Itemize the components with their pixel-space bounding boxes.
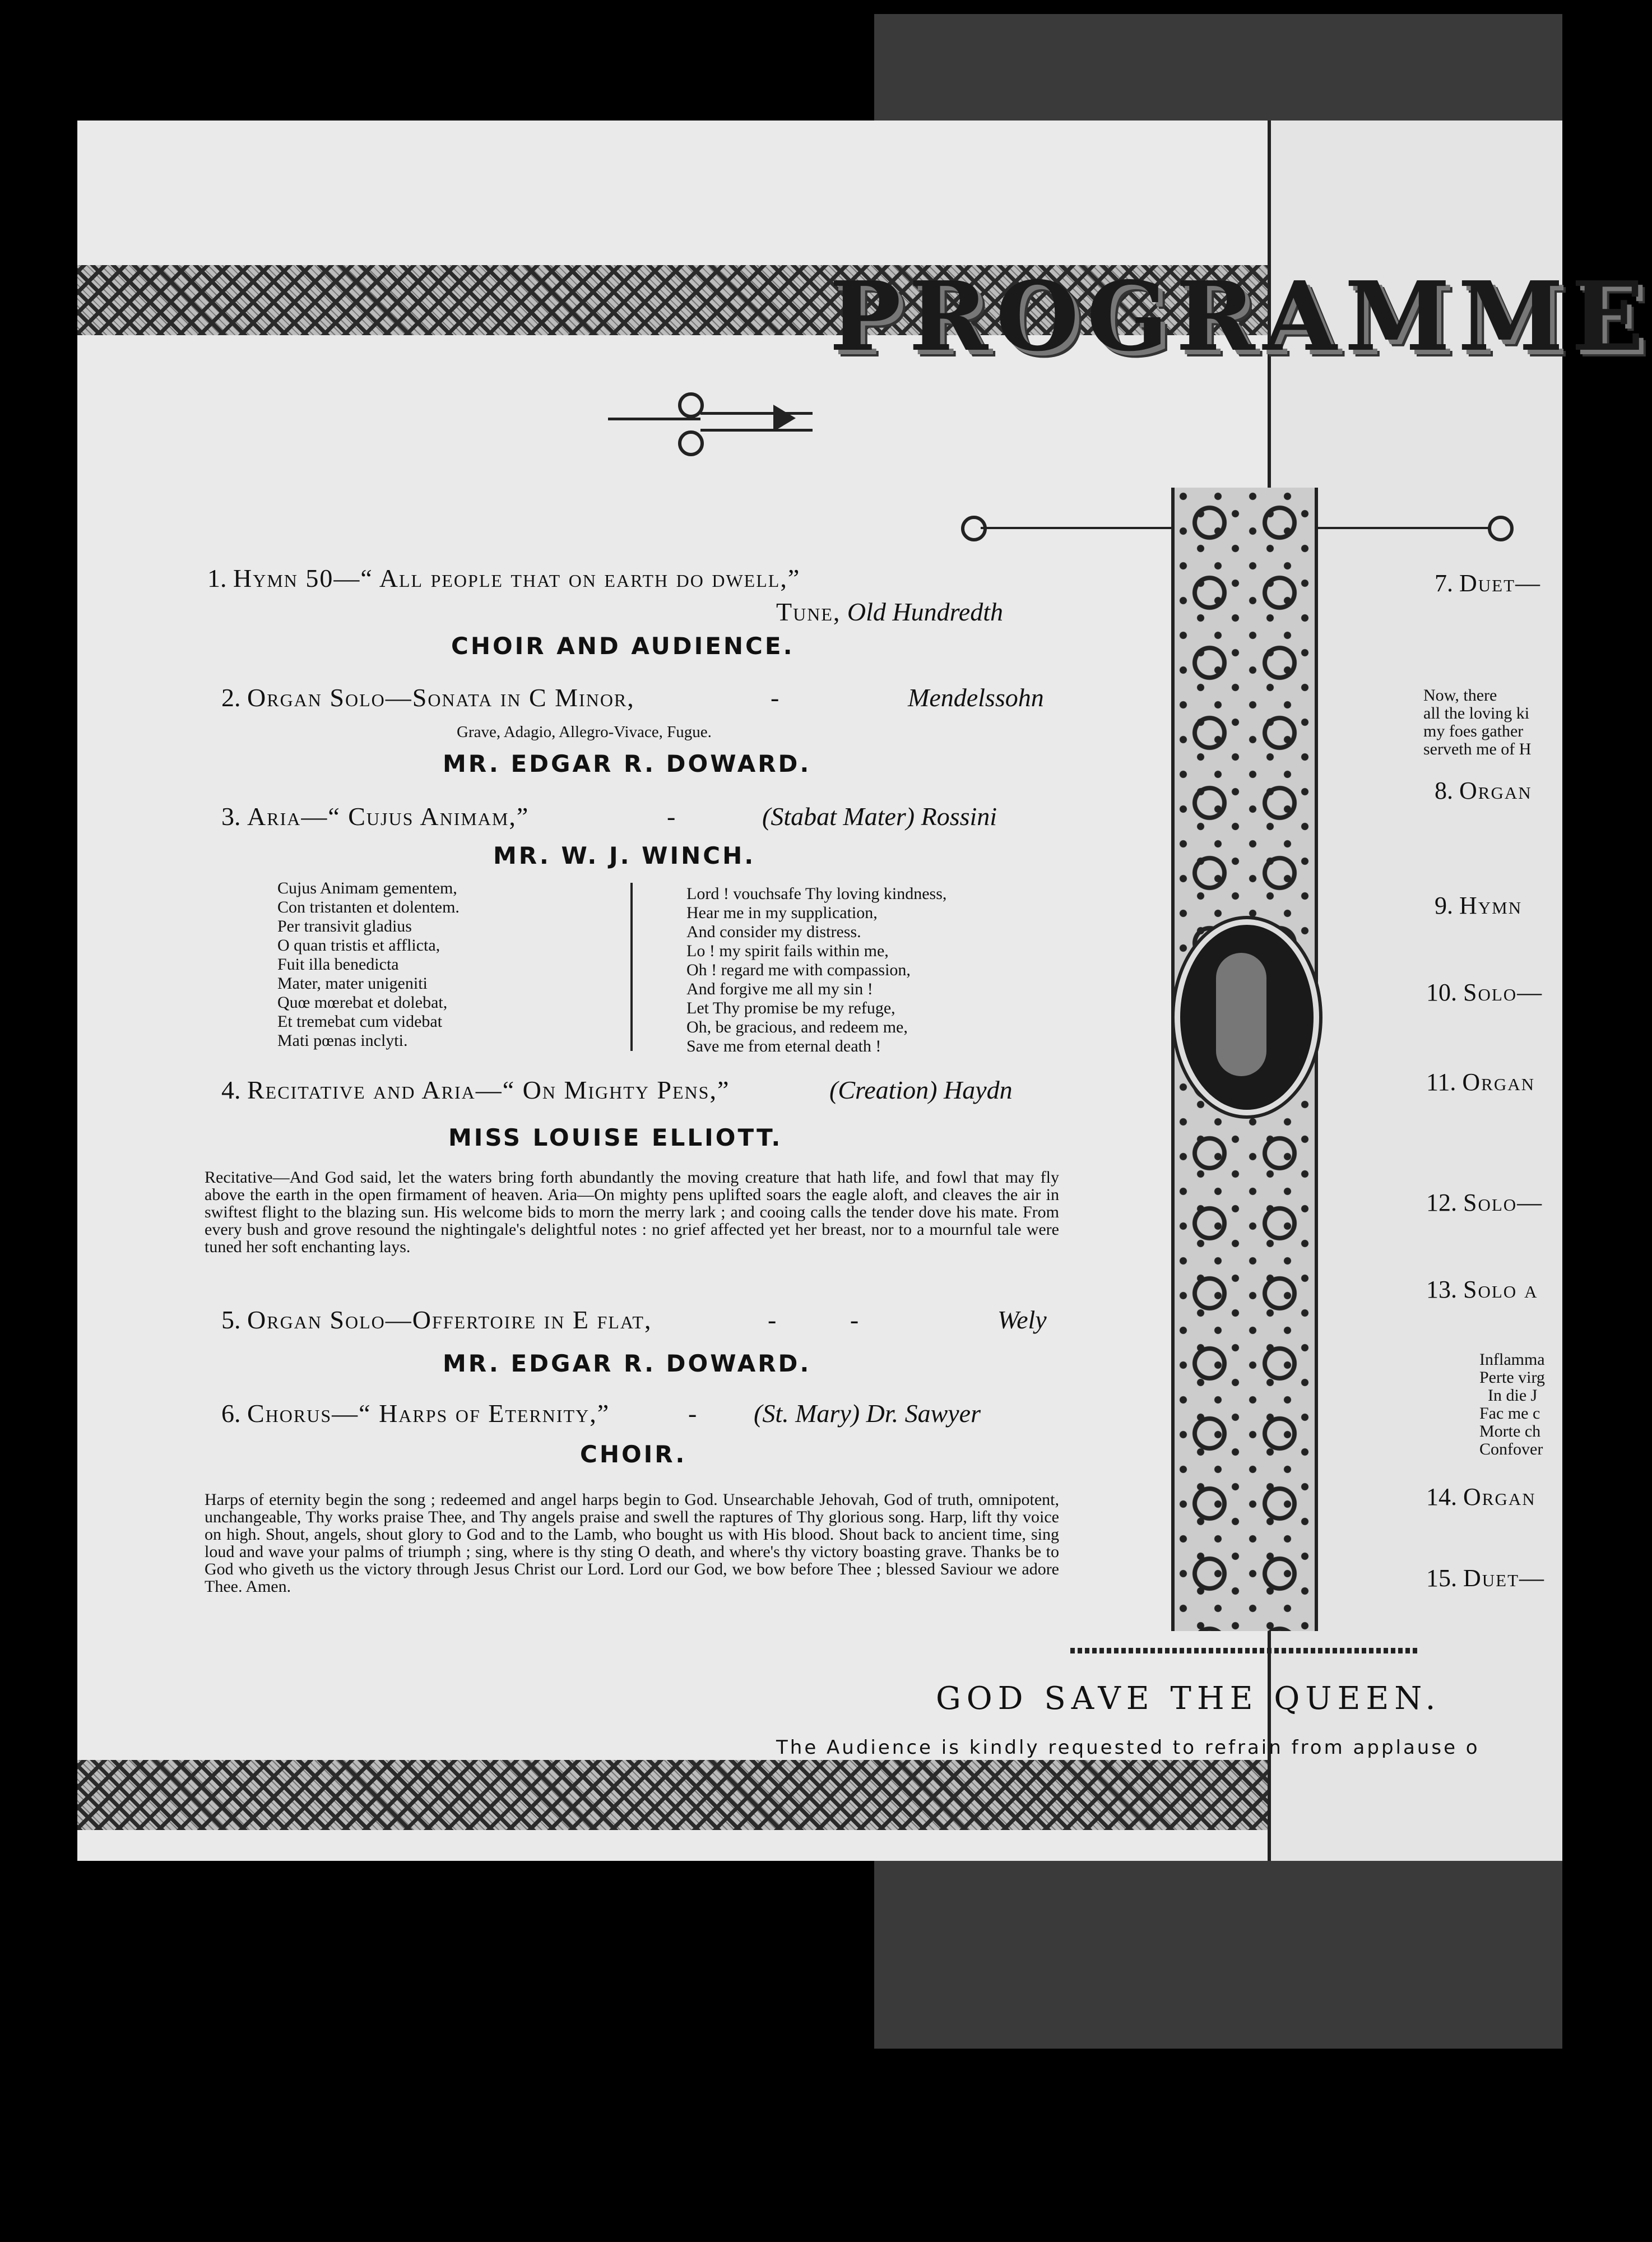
item-10-heading xyxy=(1426,978,1543,1007)
item-3-english-text: Lord ! vouchsafe Thy loving kindness, Hear me in my supplication, And consider my distress. Lo ! my spirit fails within me, Oh ! regard me with compassion, And forgive me all my sin ! Let Thy promise be my refuge, Oh, be gracious, and redeem me, Save me from eternal death ! xyxy=(686,884,947,1055)
item-8-heading xyxy=(1435,776,1532,805)
item-number: 4. xyxy=(221,1076,241,1104)
item-number: 8. xyxy=(1435,777,1453,804)
god-save-the-queen: GOD SAVE THE QUEEN. xyxy=(936,1680,1441,1717)
item-number: 11. xyxy=(1426,1068,1456,1096)
title-arrow-ornament-shaft xyxy=(700,412,813,432)
item-number: 2. xyxy=(221,683,241,712)
item-number: 3. xyxy=(221,802,241,831)
item-number: 10. xyxy=(1426,979,1457,1006)
item-title: Solo a xyxy=(1463,1276,1538,1303)
item-11-heading xyxy=(1426,1068,1535,1096)
item-2-movements: Grave, Adagio, Allegro-Vivace, Fugue. xyxy=(457,723,712,741)
item-title: Organ xyxy=(1459,777,1532,804)
item-7-heading xyxy=(1435,569,1541,597)
item-6-heading xyxy=(221,1398,610,1428)
item-2-composer: Mendelssohn xyxy=(908,683,1044,712)
item-6-performer: CHOIR. xyxy=(580,1440,687,1468)
item-number: 1. xyxy=(207,564,227,592)
item-4-composer: (Creation) Haydn xyxy=(829,1076,1013,1104)
footer-dotted-rule xyxy=(1070,1648,1418,1653)
underline-ornament-right xyxy=(1488,516,1514,541)
item-9-heading xyxy=(1435,891,1522,920)
item-title: Duet— xyxy=(1463,1564,1546,1592)
item-title: Organ xyxy=(1463,1483,1536,1511)
item-number: 5. xyxy=(221,1305,241,1334)
title-scroll-ornament xyxy=(678,392,704,418)
item-title: Solo— xyxy=(1463,979,1543,1006)
item-12-heading xyxy=(1426,1188,1543,1217)
item-5-dash: - - xyxy=(768,1305,893,1334)
tune-label: Tune, xyxy=(776,597,841,626)
item-4-text: Recitative—And God said, let the waters bring forth abundantly the moving creature that hath life, and fowl that may fly above the earth in the open firmament of heaven. Aria—On mighty pens uplifted soars the eagle aloft, and cleaves the air in swiftest flight to the blazing sun. His welcome bids to morn the merry lark ; and cooing calls the tender dove his mate. From every bush and grove resound the nightingale's delightful notes : no grief affected yet her breast, nor to a mournful tale were tuned her soft enchanting lays. xyxy=(205,1168,1059,1256)
item-15-heading xyxy=(1426,1564,1545,1592)
item-title: Organ xyxy=(1462,1068,1535,1096)
item-4-performer: MISS LOUISE ELLIOTT. xyxy=(448,1124,783,1151)
item-14-heading xyxy=(1426,1483,1536,1511)
item-title: Aria—“ Cujus Animam,” xyxy=(247,802,530,831)
underline-ornament-left xyxy=(961,516,987,541)
item-title: Recitative and Aria—“ On Mighty Pens,” xyxy=(247,1076,730,1104)
item-3-heading xyxy=(221,802,529,831)
item-5-performer: MR. EDGAR R. DOWARD. xyxy=(443,1350,811,1377)
title-arrow-ornament xyxy=(608,418,700,420)
item-6-text: Harps of eternity begin the song ; redeemed and angel harps begin to God. Unsearchable Jehovah, God of truth, omnipotent, unchangeable, Thy works praise Thee, and Thy angels praise and swell the raptures of Thy glorious song. Harp, lift thy voice on high. Shout, angels, shout glory to God and to the Lamb, who bought us with His blood. Shout back to ancient time, sing loud and wave your palms of triumph ; sing, where is thy sting O death, and where's thy victory boasting grave. Thanks be to God who giveth us the victory through Jesus Christ our Lord. Lord our God, we bow before Thee ; blessed Saviour we adore Thee. Amen. xyxy=(205,1490,1059,1596)
title-scroll-ornament xyxy=(678,430,704,456)
cameo-figure xyxy=(1216,953,1266,1076)
item-number: 9. xyxy=(1435,892,1453,919)
item-1-tune xyxy=(776,597,1003,627)
item-2-heading xyxy=(221,683,635,712)
lyrics-divider xyxy=(630,883,633,1051)
item-number: 7. xyxy=(1435,569,1453,597)
title-arrow-head xyxy=(773,405,796,432)
item-2-performer: MR. EDGAR R. DOWARD. xyxy=(443,750,811,777)
item-4-heading xyxy=(221,1075,730,1105)
applause-request: The Audience is kindly requested to refrain from applause o xyxy=(776,1736,1480,1759)
item-5-heading xyxy=(221,1305,652,1335)
item-3-latin-text: Cujus Animam gementem, Con tristanten et dolentem. Per transivit gladius O quan tristis et afflicta, Fuit illa benedicta Mater, mater unigeniti Quœ mœrebat et dolebat, Et tremebat cum videbat Mati pœnas inclyti. xyxy=(277,879,460,1050)
item-number: 14. xyxy=(1426,1483,1457,1511)
item-number: 6. xyxy=(221,1399,241,1428)
item-3-performer: MR. W. J. WINCH. xyxy=(493,842,756,869)
item-title: Duet— xyxy=(1459,569,1542,597)
item-6-dash: - xyxy=(688,1399,697,1428)
item-13-snippet: Inflamma Perte virg In die J Fac me c Morte ch Confover xyxy=(1479,1350,1545,1458)
item-title: Solo— xyxy=(1463,1189,1543,1216)
item-5-composer: Wely xyxy=(997,1305,1047,1334)
item-1-performer: CHOIR AND AUDIENCE. xyxy=(451,632,795,660)
page-title: PROGRAMME xyxy=(829,261,1652,373)
item-title: Hymn xyxy=(1459,892,1523,919)
item-3-dash: - xyxy=(667,802,676,831)
tune-name: Old Hundredth xyxy=(847,597,1003,626)
item-title: Organ Solo—Offertoire in E flat, xyxy=(247,1305,652,1334)
item-title: Chorus—“ Harps of Eternity,” xyxy=(247,1399,610,1428)
item-title: Hymn 50—“ All people that on earth do dwell,” xyxy=(233,564,801,592)
item-2-dash: - xyxy=(771,683,779,712)
item-number: 15. xyxy=(1426,1564,1457,1592)
item-number: 12. xyxy=(1426,1189,1457,1216)
item-3-composer: (Stabat Mater) Rossini xyxy=(762,802,997,831)
item-6-composer: (St. Mary) Dr. Sawyer xyxy=(754,1399,981,1428)
item-number: 13. xyxy=(1426,1276,1457,1303)
item-title: Organ Solo—Sonata in C Minor, xyxy=(247,683,635,712)
item-7-snippet: Now, there all the loving ki my foes gather serveth me of H xyxy=(1423,686,1532,758)
item-13-heading xyxy=(1426,1275,1538,1304)
item-1-heading xyxy=(207,563,800,593)
